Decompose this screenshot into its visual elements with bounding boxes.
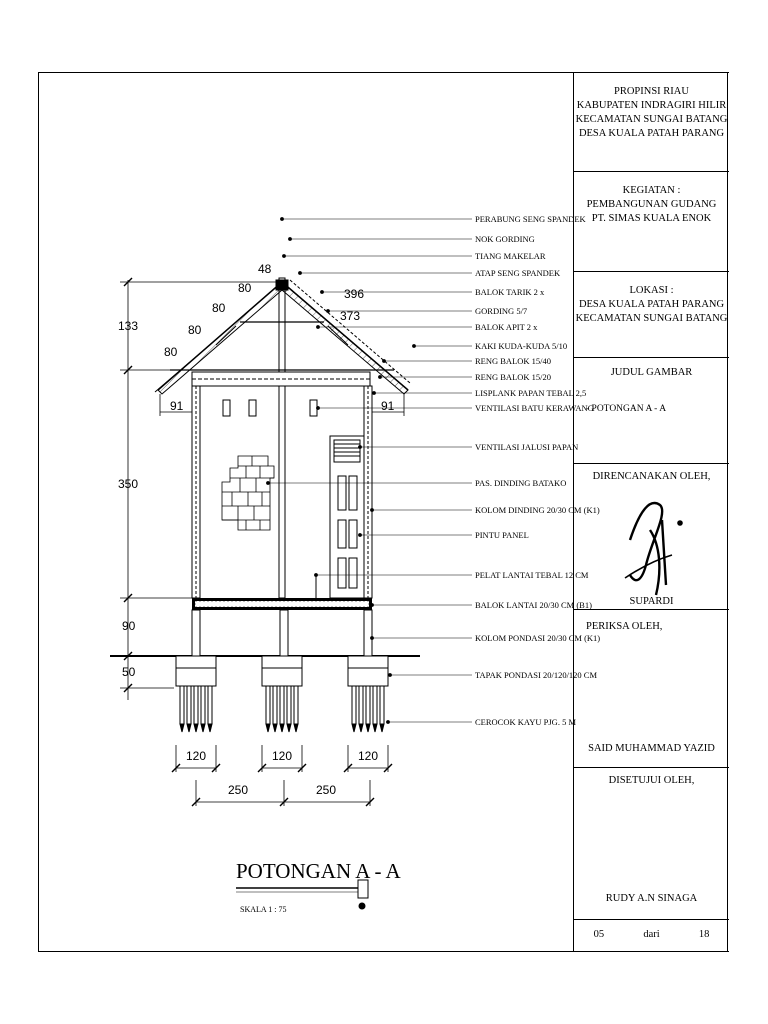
title-block-direncanakan — [573, 464, 729, 610]
callout-label: TAPAK PONDASI 20/120/120 CM — [475, 670, 598, 680]
pile — [366, 686, 370, 724]
leader-dot — [282, 254, 285, 257]
drawing-scale: SKALA 1 : 75 — [240, 905, 287, 914]
pile — [266, 686, 270, 724]
pile — [373, 686, 377, 724]
dim-roof-height: 133 — [118, 319, 139, 333]
disetujui-label: DISETUJUI OLEH, — [608, 775, 695, 786]
dim-rafter-2: 80 — [188, 323, 202, 337]
leader-dot — [316, 325, 319, 328]
leader-dot — [326, 309, 329, 312]
pile-tip — [280, 724, 284, 732]
page-total: 18 — [698, 929, 710, 940]
callout-label: PAS. DINDING BATAKO — [475, 478, 567, 488]
dim-rafter-4: 80 — [238, 281, 252, 295]
drawing-title: POTONGAN A - A — [236, 859, 401, 883]
pile-tip — [273, 724, 277, 732]
lokasi-line-1: DESA KUALA PATAH PARANG — [578, 299, 725, 310]
callout-label: GORDING 5/7 — [475, 306, 528, 316]
pile — [352, 686, 356, 724]
title-block-disetujui — [573, 768, 729, 920]
pile-tip — [294, 724, 298, 732]
periksa-name: SAID MUHAMMAD YAZID — [588, 743, 715, 754]
callout-label: KAKI KUDA-KUDA 5/10 — [475, 341, 568, 351]
dim-span-1: 250 — [228, 783, 249, 797]
direncanakan-label: DIRENCANAKAN OLEH, — [592, 471, 711, 482]
foundation-columns — [192, 610, 372, 656]
dim-wall-height: 350 — [118, 477, 139, 491]
callout-label: VENTILASI JALUSI PAPAN — [475, 442, 579, 452]
pile — [294, 686, 298, 724]
header-line-1: PROPINSI RIAU — [614, 86, 689, 97]
leader-dot — [320, 290, 323, 293]
brick-pattern — [222, 456, 274, 530]
pile — [180, 686, 184, 724]
ring-beam — [192, 372, 370, 386]
piles — [180, 686, 384, 732]
pile-tip — [208, 724, 212, 732]
dim-overhang-left: 91 — [170, 399, 184, 413]
direncanakan-name: SUPARDI — [629, 596, 674, 607]
pile — [380, 686, 384, 724]
kegiatan-line-1: PEMBANGUNAN GUDANG — [586, 199, 717, 210]
dim-rafter-1: 80 — [164, 345, 178, 359]
callout-label: PINTU PANEL — [475, 530, 529, 540]
title-block-kegiatan — [573, 172, 729, 272]
leader-dot — [280, 217, 283, 220]
dim-overhang-right: 91 — [381, 399, 395, 413]
pile-tip — [366, 724, 370, 732]
dim-footing-2: 120 — [272, 749, 293, 763]
callout-label: PERABUNG SENG SPANDEK — [475, 214, 586, 224]
section-marker-icon — [358, 880, 368, 909]
title-block-page — [573, 920, 729, 952]
page-number: 05 — [593, 929, 605, 940]
callout-label: KOLOM PONDASI 20/30 CM (K1) — [475, 633, 601, 643]
callout-label: BALOK APIT 2 x — [475, 322, 538, 332]
ventilation-blocks — [223, 400, 317, 416]
pile — [280, 686, 284, 724]
pile — [187, 686, 191, 724]
dim-rafter-top: 48 — [258, 262, 272, 276]
header-line-2: KABUPATEN INDRAGIRI HILIR — [576, 100, 727, 111]
pile — [273, 686, 277, 724]
title-block-lokasi — [573, 272, 729, 358]
leader-dot — [358, 533, 361, 536]
leader-dot — [370, 603, 373, 606]
leader-dot — [372, 391, 375, 394]
dim-floor-height: 90 — [122, 619, 136, 633]
header-line-4: DESA KUALA PATAH PARANG — [578, 128, 725, 139]
dim-rafter-3: 80 — [212, 301, 226, 315]
page-of: dari — [643, 929, 660, 940]
leader-dot — [412, 344, 415, 347]
dim-rafter-len-2: 373 — [340, 309, 361, 323]
callout-label: ATAP SENG SPANDEK — [475, 268, 561, 278]
leader-dot — [378, 375, 381, 378]
walls — [192, 386, 372, 598]
pile-tip — [194, 724, 198, 732]
leader-dot — [266, 481, 269, 484]
leader-dot — [382, 359, 385, 362]
dim-span-2: 250 — [316, 783, 337, 797]
callout-label: RENG BALOK 15/20 — [475, 372, 552, 382]
lokasi-label: LOKASI : — [629, 285, 674, 296]
leader-dot — [316, 406, 319, 409]
leader-dot — [370, 508, 373, 511]
leader-dot — [388, 673, 391, 676]
pile-tip — [201, 724, 205, 732]
kegiatan-line-2: PT. SIMAS KUALA ENOK — [591, 213, 712, 224]
door-panel — [330, 436, 364, 598]
pile-tip — [359, 724, 363, 732]
dim-foundation-depth: 50 — [122, 665, 136, 679]
pile-tip — [180, 724, 184, 732]
pile — [208, 686, 212, 724]
dim-footing-3: 120 — [358, 749, 379, 763]
floor-slab — [192, 574, 372, 610]
pile — [287, 686, 291, 724]
title-block-periksa — [573, 610, 729, 768]
pile-tip — [380, 724, 384, 732]
leader-dot — [370, 636, 373, 639]
title-block-header — [573, 72, 729, 172]
callout-label: KOLOM DINDING 20/30 CM (K1) — [475, 505, 600, 515]
callout-label: VENTILASI BATU KERAWANG — [475, 403, 594, 413]
pile-tip — [352, 724, 356, 732]
leader-dot — [314, 573, 317, 576]
callout-label: BALOK LANTAI 20/30 CM (B1) — [475, 600, 592, 610]
pile — [194, 686, 198, 724]
disetujui-name: RUDY A.N SINAGA — [605, 893, 698, 904]
dim-footing-1: 120 — [186, 749, 207, 763]
header-line-3: KECAMATAN SUNGAI BATANG — [575, 114, 728, 125]
callout-label: LISPLANK PAPAN TEBAL 2,5 — [475, 388, 587, 398]
callout-label: CEROCOK KAYU PJG. 5 M — [475, 717, 576, 727]
callout-label: BALOK TARIK 2 x — [475, 287, 545, 297]
callout-label: RENG BALOK 15/40 — [475, 356, 552, 366]
leader-dot — [358, 445, 361, 448]
leader-dot — [386, 720, 389, 723]
king-post — [276, 278, 288, 598]
lokasi-line-2: KECAMATAN SUNGAI BATANG — [575, 313, 728, 324]
dim-rafter-len-1: 396 — [344, 287, 365, 301]
pile-tip — [373, 724, 377, 732]
judul-item: - POTONGAN A - A — [586, 404, 667, 414]
pile — [201, 686, 205, 724]
callout-label: TIANG MAKELAR — [475, 251, 546, 261]
pile-tip — [266, 724, 270, 732]
callout-label: PELAT LANTAI TEBAL 12 CM — [475, 570, 589, 580]
footings — [176, 656, 388, 686]
kegiatan-label: KEGIATAN : — [622, 185, 681, 196]
title-block-judul — [573, 358, 729, 464]
pile — [359, 686, 363, 724]
pile-tip — [287, 724, 291, 732]
judul-label: JUDUL GAMBAR — [610, 367, 693, 378]
pile-tip — [187, 724, 191, 732]
callout-label: NOK GORDING — [475, 234, 535, 244]
periksa-label: PERIKSA OLEH, — [586, 621, 663, 632]
leader-dot — [298, 271, 301, 274]
leader-dot — [288, 237, 291, 240]
